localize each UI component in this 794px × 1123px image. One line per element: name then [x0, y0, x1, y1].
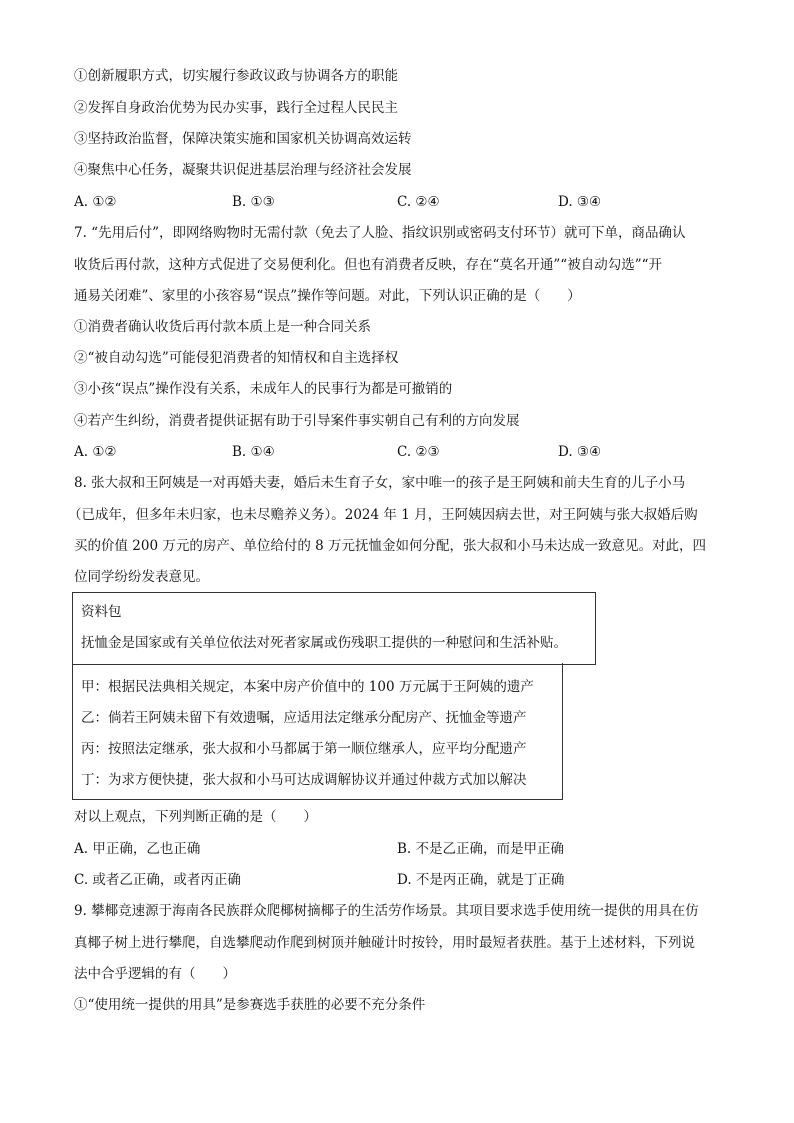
q7-item-3: ③小孩“误点”操作没有关系，未成年人的民事行为都是可撤销的 — [74, 381, 453, 397]
material-box — [72, 592, 596, 665]
material-box-text: 抚恤金是国家或有关单位依法对死者家属或伤残职工提供的一种慰问和生活补贴。 — [81, 635, 567, 651]
q6-item-3: ③坚持政治监督，保障决策实施和国家机关协调高效运转 — [74, 131, 412, 147]
q7-stem-line-2: 收货后再付款，这种方式促进了交易便利化。但也有消费者反映，存在“莫名开通”“被自动勾选”“开 — [74, 257, 663, 273]
q7-stem-line-1: 7. “先用后付”，即网络购物时无需付款（免去了人脸、指纹识别或密码支付环节）就可下单，商品确认 — [74, 225, 686, 241]
q8-option-d: D. 不是丙正确，就是丁正确 — [397, 872, 565, 888]
q8-option-b: B. 不是乙正确，而是甲正确 — [397, 841, 565, 857]
q7-item-1: ①消费者确认收货后再付款本质上是一种合同关系 — [74, 319, 371, 335]
q8-stem-line-3: 买的价值 200 万元的房产、单位给付的 8 万元抚恤金如何分配，张大叔和小马未达成一致意见。对此，四 — [74, 538, 707, 554]
material-box-title: 资料包 — [81, 604, 122, 620]
q8-question: 对以上观点，下列判断正确的是（ ） — [74, 809, 317, 825]
q8-option-a: A. 甲正确，乙也正确 — [74, 841, 201, 857]
q7-stem-line-3: 通易关闭难”、家里的小孩容易“误点”操作等问题。对此，下列认识正确的是（ ） — [74, 288, 581, 304]
viewpoint-ding: 丁：为求方便快捷，张大叔和小马可达成调解协议并通过仲裁方式加以解决 — [81, 772, 527, 788]
viewpoint-yi: 乙：倘若王阿姨未留下有效遗嘱，应适用法定继承分配房产、抚恤金等遗产 — [81, 710, 527, 726]
q6-item-1: ①创新履职方式，切实履行参政议政与协调各方的职能 — [74, 68, 398, 84]
q8-option-c: C. 或者乙正确，或者丙正确 — [74, 872, 241, 888]
q6-option-a: A. ①② — [74, 194, 117, 210]
q9-item-1: ①“使用统一提供的用具”是参赛选手获胜的必要不充分条件 — [74, 997, 426, 1013]
q7-item-2: ②“被自动勾选”可能侵犯消费者的知情权和自主选择权 — [74, 350, 399, 366]
q9-stem-line-3: 法中合乎逻辑的有（ ） — [74, 966, 236, 982]
q7-item-4: ④若产生纠纷，消费者提供证据有助于引导案件事实朝自己有利的方向发展 — [74, 413, 520, 429]
q8-stem-line-2: （已成年，但多年未归家，也未尽赡养义务）。2024 年 1 月，王阿姨因病去世，对王阿姨与张大叔婚后购 — [68, 507, 698, 523]
q6-item-4: ④聚焦中心任务，凝聚共识促进基层治理与经济社会发展 — [74, 162, 412, 178]
viewpoints-box — [72, 663, 563, 800]
q6-option-d: D. ③④ — [558, 194, 602, 210]
q7-option-b: B. ①④ — [232, 444, 275, 460]
q8-stem-line-4: 位同学纷纷发表意见。 — [74, 569, 209, 585]
q6-option-c: C. ②④ — [397, 194, 440, 210]
viewpoint-bing: 丙：按照法定继承，张大叔和小马都属于第一顺位继承人，应平均分配遗产 — [81, 741, 527, 757]
viewpoint-jia: 甲：根据民法典相关规定，本案中房产价值中的 100 万元属于王阿姨的遗产 — [81, 679, 534, 695]
q6-item-2: ②发挥自身政治优势为民办实事，践行全过程人民民主 — [74, 100, 398, 116]
q6-option-b: B. ①③ — [232, 194, 275, 210]
q7-option-c: C. ②③ — [397, 444, 440, 460]
q9-stem-line-1: 9. 攀椰竞速源于海南各民族群众爬椰树摘椰子的生活劳作场景。其项目要求选手使用统一提供的用具在仿 — [74, 903, 699, 919]
q8-stem-line-1: 8. 张大叔和王阿姨是一对再婚夫妻，婚后未生育子女，家中唯一的孩子是王阿姨和前夫生育的儿子小马 — [74, 475, 686, 491]
q9-stem-line-2: 真椰子树上进行攀爬，自选攀爬动作爬到树顶并触碰计时按铃，用时最短者获胜。基于上述材料，下列说 — [74, 935, 695, 951]
q7-option-a: A. ①② — [74, 444, 117, 460]
q7-option-d: D. ③④ — [558, 444, 602, 460]
